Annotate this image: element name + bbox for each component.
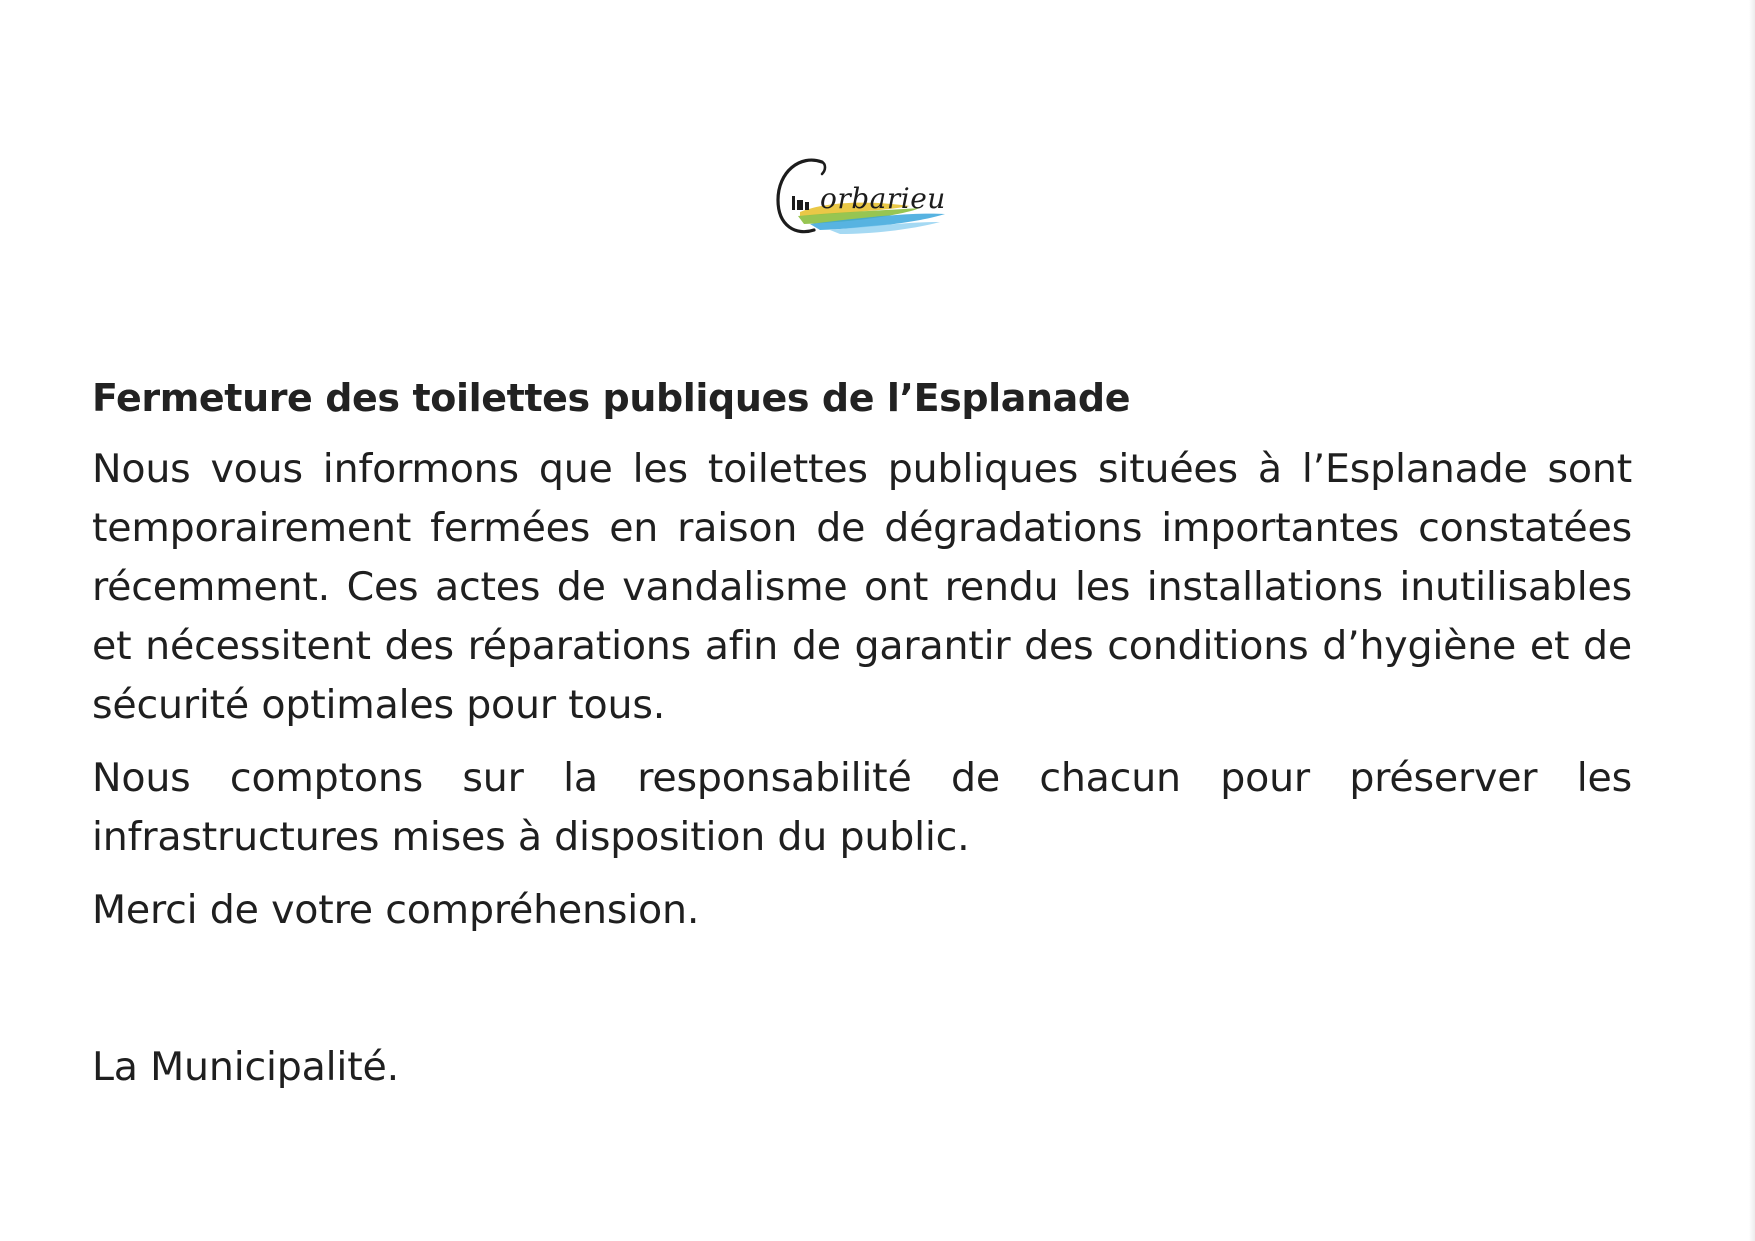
notice-signature: La Municipalité. — [92, 1044, 399, 1090]
town-logo — [770, 150, 955, 245]
notice-title: Fermeture des toilettes publiques de l’Esplanade — [92, 376, 1131, 420]
notice-paragraph-responsibility: Nous comptons sur la responsabilité de chacun pour préserver les infrastructures mises à disposition du public. — [92, 755, 1632, 860]
notice-paragraph-closure: Nous vous informons que les toilettes publiques situées à l’Esplanade sont temporairement fermées en raison de dégradations importantes constatées récemment. Ces actes de vandalisme ont rendu les installations inutilisables et nécessitent des réparations afin de garantir des conditions d’hygiène et de sécurité optimales pour tous. — [92, 446, 1632, 728]
notice-paragraph-thanks: Merci de votre compréhension. — [92, 887, 700, 933]
svg-text:orbarieu: orbarieu — [820, 182, 946, 215]
notice-body — [92, 372, 1632, 954]
corbarieu-logo-graphic — [770, 150, 955, 245]
scan-edge-shadow — [1749, 0, 1755, 1241]
